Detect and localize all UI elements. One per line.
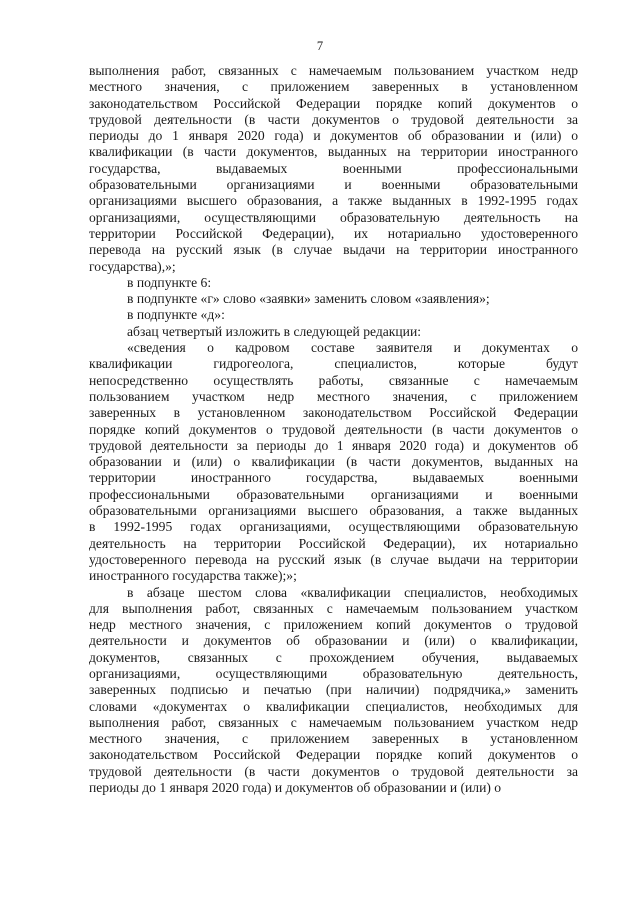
text-line: периоды до 1 января 2020 года) и документов об образовании и (или) о: [89, 128, 578, 144]
text-line: трудовой деятельности за периоды до 1 января 2020 года) и документов об: [89, 437, 578, 453]
text-line: порядке копий документов о трудовой деятельности (в части документов о: [89, 421, 578, 437]
text-line: территории иностранного государства, выдаваемых военными: [89, 470, 578, 486]
text-line: периоды до 1 января 2020 года) и документов об образовании и (или) о: [89, 780, 502, 796]
paragraph: [89, 63, 578, 275]
paragraph: [89, 291, 578, 307]
text-line: документов, связанных с прохождением обучения, выдаваемых: [89, 649, 578, 665]
text-line: словами «документах о квалификации специалистов, необходимых для: [89, 698, 578, 714]
text-line: трудовой деятельности (в части документов о трудовой деятельности за: [89, 763, 578, 779]
text-line: квалификации гидрогеолога, специалистов, которые будут: [89, 356, 578, 372]
text-line: законодательством Российской Федерации порядке копий документов о: [89, 95, 578, 111]
text-line: организациями, осуществляющими образовательную деятельность,: [89, 665, 578, 681]
paragraph: [89, 307, 578, 323]
text-line: местного значения, с приложением заверенных в установленном: [89, 79, 578, 95]
text-line: заверенных подписью и печатью (при наличии) подрядчика,» заменить: [89, 682, 578, 698]
text-line: «сведения о кадровом составе заявителя и документах о: [127, 340, 578, 356]
text-line: непосредственно осуществлять работы, связанные с намечаемым: [89, 372, 578, 388]
text-line: выполнения работ, связанных с намечаемым пользованием участком недр: [89, 714, 578, 730]
text-line: удостоверенного перевода на русский язык (в случае выдачи на территории: [89, 551, 578, 567]
text-line: выполнения работ, связанных с намечаемым пользованием участком недр: [89, 63, 578, 78]
text-line: образовательными организациями и военными образовательными: [89, 177, 578, 193]
document-body: [89, 63, 578, 796]
text-line: территории Российской Федерации), их нотариально удостоверенного: [89, 225, 578, 241]
paragraph: [89, 275, 578, 291]
text-line: недр местного значения, с приложением копий документов о трудовой: [89, 617, 578, 633]
text-line: в подпункте «г» слово «заявки» заменить словом «заявления»;: [127, 291, 490, 307]
text-line: трудовой деятельности (в части документов о трудовой деятельности за: [89, 111, 578, 127]
text-line: деятельность на территории Российской Федерации), их нотариально: [89, 535, 578, 551]
paragraph: [89, 324, 578, 340]
text-line: государства),»;: [89, 258, 176, 274]
text-line: образовательными организациями высшего образования, а также выданных: [89, 503, 578, 519]
page-number: 7: [316, 39, 324, 53]
text-line: законодательством Российской Федерации порядке копий документов о: [89, 747, 578, 763]
text-line: в подпункте 6:: [127, 274, 212, 290]
text-line: пользованием участком недр местного значения, с приложением: [89, 388, 578, 404]
text-line: иностранного государства также);»;: [89, 568, 297, 584]
text-line: перевода на русский язык (в случае выдачи на территории иностранного: [89, 242, 578, 258]
text-line: в 1992-1995 годах организациями, осуществляющими образовательную: [89, 519, 578, 535]
paragraph: [89, 585, 578, 797]
paragraph: [89, 340, 578, 584]
text-line: для выполнения работ, связанных с намечаемым пользованием участком: [89, 600, 578, 616]
text-line: государства, выдаваемых военными профессиональными: [89, 160, 578, 176]
text-line: образовании и (или) о квалификации (в части документов, выданных на: [89, 454, 578, 470]
text-line: заверенных в установленном законодательством Российской Федерации: [89, 405, 578, 421]
text-line: в подпункте «д»:: [127, 307, 225, 323]
text-line: профессиональными образовательными организациями и военными: [89, 486, 578, 502]
text-line: деятельности и документов об образовании и (или) о квалификации,: [89, 633, 578, 649]
text-line: в абзаце шестом слова «квалификации специалистов, необходимых: [127, 584, 578, 600]
text-line: квалификации (в части документов, выданных на территории иностранного: [89, 144, 578, 160]
text-line: абзац четвертый изложить в следующей редакции:: [127, 323, 422, 339]
text-line: местного значения, с приложением заверенных в установленном: [89, 731, 578, 747]
text-line: организациями высшего образования, а также выданных в 1992-1995 годах: [89, 193, 578, 209]
text-line: организациями, осуществляющими образовательную деятельность на: [89, 209, 578, 225]
